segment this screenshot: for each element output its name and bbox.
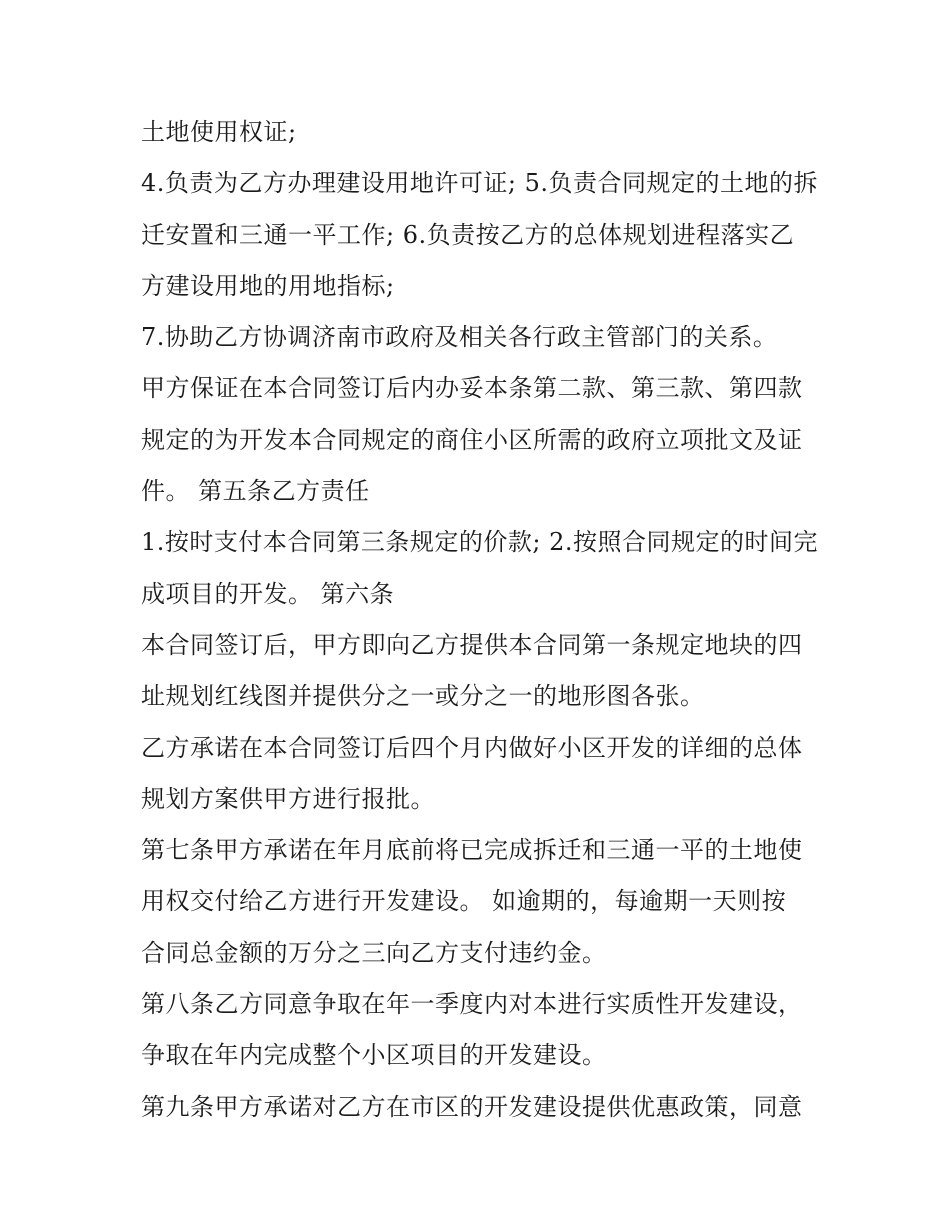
document-body [141, 107, 821, 1133]
text-line: 土地使用权证; [141, 118, 297, 146]
text-line: 用权交付给乙方进行开发建设。 如逾期的，每逾期一天则按 [141, 887, 787, 916]
text-line: 第七条甲方承诺在年月底前将已完成拆迁和三通一平的土地使 [141, 836, 803, 865]
text-line: 甲方保证在本合同签订后内办妥本条第二款、第三款、第四款 [141, 374, 803, 403]
text-line: 4.负责为乙方办理建设用地许可证; 5.负责合同规定的土地的拆 [141, 169, 819, 198]
text-line: 址规划红线图并提供分之一或分之一的地形图各张。 [141, 682, 705, 711]
text-line: 7.协助乙方协调济南市政府及相关各行政主管部门的关系。 [141, 323, 778, 352]
text-line: 本合同签订后，甲方即向乙方提供本合同第一条规定地块的四 [141, 630, 803, 659]
text-line: 争取在年内完成整个小区项目的开发建设。 [141, 1041, 607, 1070]
text-line: 第八条乙方同意争取在年一季度内对本进行实质性开发建设， [141, 990, 803, 1019]
text-line: 1.按时支付本合同第三条规定的价款; 2.按照合同规定的时间完 [141, 528, 819, 557]
text-line: 件。 第五条乙方责任 [141, 477, 370, 506]
text-line: 规划方案供甲方进行报批。 [141, 784, 435, 813]
text-line: 迁安置和三通一平工作; 6.负责按乙方的总体规划进程落实乙 [141, 220, 795, 249]
text-line: 方建设用地的用地指标; [141, 271, 395, 300]
text-line: 乙方承诺在本合同签订后四个月内做好小区开发的详细的总体 [141, 733, 803, 762]
text-line: 合同总金额的万分之三向乙方支付违约金。 [141, 938, 607, 967]
text-line: 规定的为开发本合同规定的商住小区所需的政府立项批文及证 [141, 425, 803, 454]
text-line: 成项目的开发。 第六条 [141, 579, 395, 608]
text-line: 第九条甲方承诺对乙方在市区的开发建设提供优惠政策，同意 [141, 1092, 803, 1121]
